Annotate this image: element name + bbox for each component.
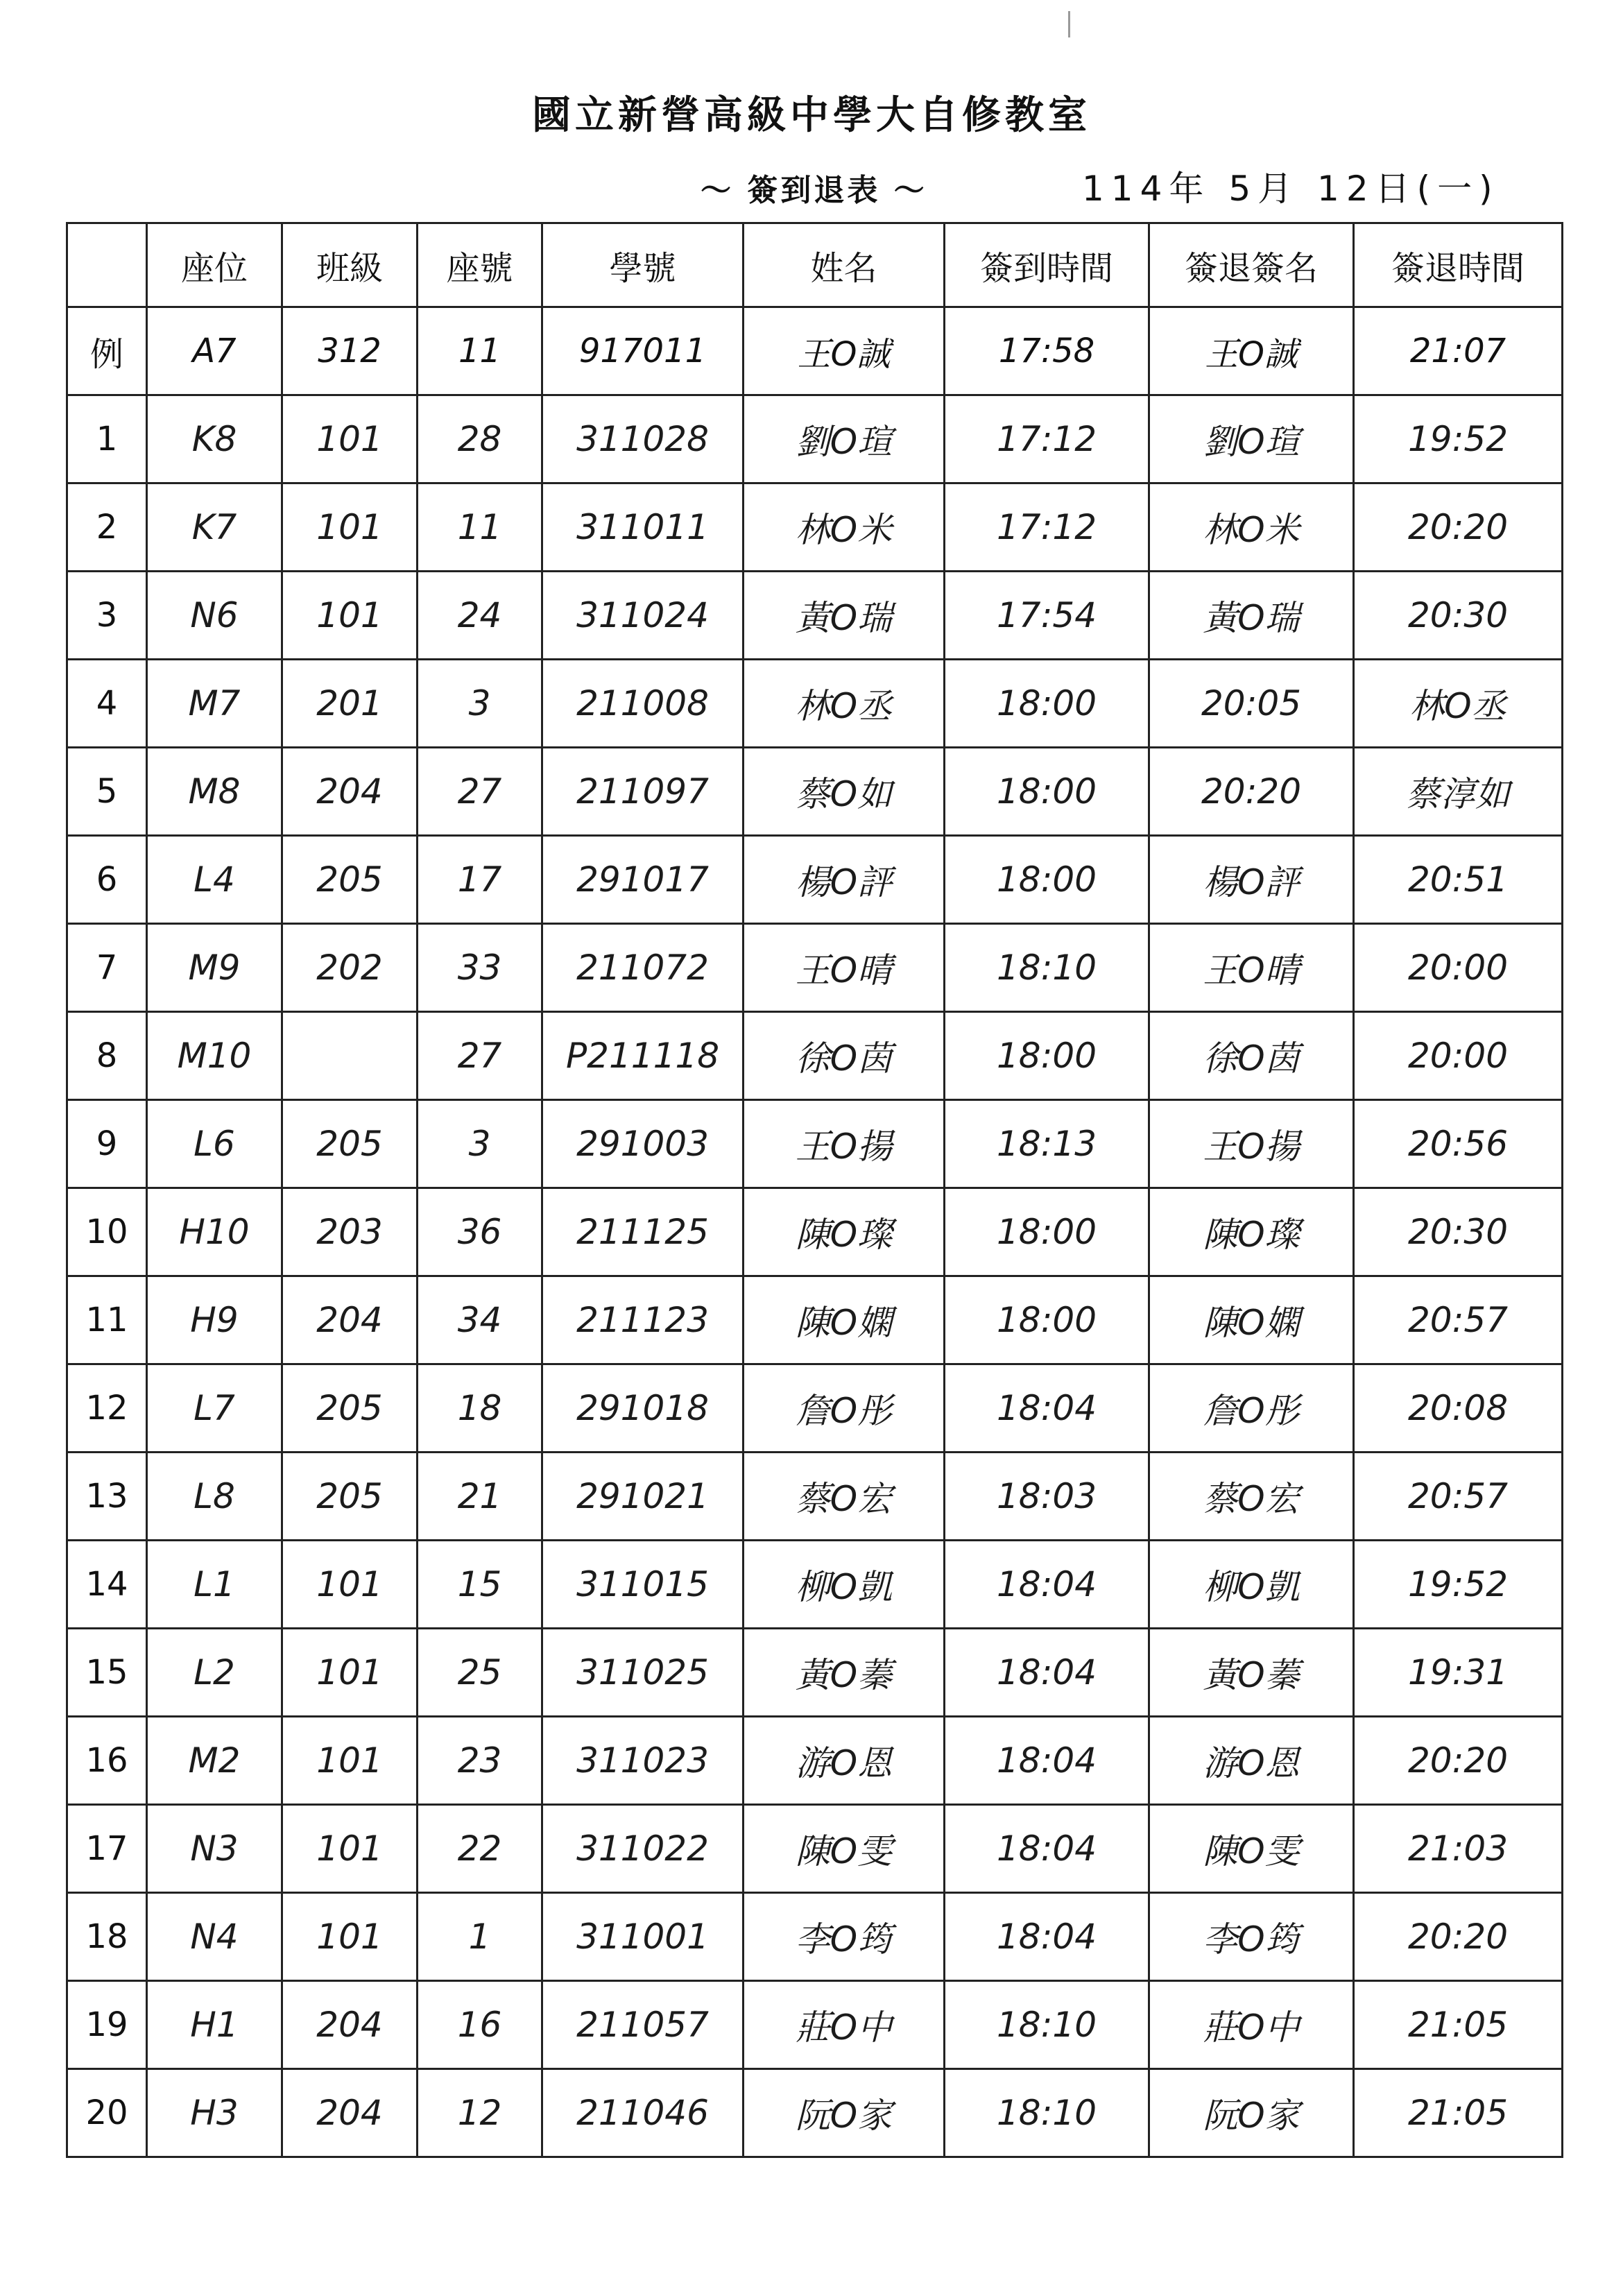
row-index: 20 (67, 2069, 147, 2157)
class-cell: 101 (282, 1541, 418, 1629)
sign-in-time-cell: 18:04 (945, 1805, 1149, 1893)
example-row (67, 307, 1563, 395)
seat-number-cell: 21 (418, 1453, 542, 1541)
student-id-cell: 211046 (542, 2069, 744, 2157)
sign-in-time-cell: 18:04 (945, 1717, 1149, 1805)
row-index: 17 (67, 1805, 147, 1893)
sign-out-signature-cell: 柳O凱 (1149, 1541, 1354, 1629)
sign-out-signature-cell: 劉O瑄 (1149, 395, 1354, 483)
row-index: 10 (67, 1188, 147, 1276)
sign-in-time-cell: 17:54 (945, 572, 1149, 660)
seat-cell: M2 (147, 1717, 282, 1805)
sign-out-time-cell: 20:51 (1354, 836, 1563, 924)
name-cell: 蔡O宏 (744, 1453, 945, 1541)
sign-out-signature-cell: 詹O彤 (1149, 1364, 1354, 1453)
seat-number-cell: 15 (418, 1541, 542, 1629)
name-cell: 黃O蓁 (744, 1629, 945, 1717)
sign-out-time-cell: 20:20 (1354, 483, 1563, 572)
col-header-student-id: 學號 (542, 223, 744, 307)
class-cell: 204 (282, 1276, 418, 1364)
col-header-name: 姓名 (744, 223, 945, 307)
student-id-cell: 211123 (542, 1276, 744, 1364)
row-index: 1 (67, 395, 147, 483)
sign-in-time-cell: 18:00 (945, 748, 1149, 836)
sign-out-time-cell: 21:05 (1354, 1981, 1563, 2069)
sign-out-time-cell: 20:57 (1354, 1276, 1563, 1364)
sign-out-signature-cell: 蔡O宏 (1149, 1453, 1354, 1541)
sign-out-time-cell: 21:03 (1354, 1805, 1563, 1893)
row-index: 16 (67, 1717, 147, 1805)
sign-in-time-cell: 18:00 (945, 836, 1149, 924)
table-row (67, 660, 1563, 748)
sign-out-time-cell: 20:30 (1354, 1188, 1563, 1276)
table-row (67, 1717, 1563, 1805)
name-cell: 陳O嫻 (744, 1276, 945, 1364)
student-id-cell: 311028 (542, 395, 744, 483)
sign-in-time-cell: 18:04 (945, 1893, 1149, 1981)
seat-cell: L7 (147, 1364, 282, 1453)
seat-number-cell: 28 (418, 395, 542, 483)
seat-number-cell: 18 (418, 1364, 542, 1453)
seat-cell: L8 (147, 1453, 282, 1541)
seat-number-cell: 11 (418, 307, 542, 395)
sign-out-time-cell: 19:52 (1354, 395, 1563, 483)
seat-cell: A7 (147, 307, 282, 395)
row-index: 11 (67, 1276, 147, 1364)
student-id-cell: 311015 (542, 1541, 744, 1629)
sign-in-time-cell: 18:10 (945, 2069, 1149, 2157)
sign-out-time-cell: 19:52 (1354, 1541, 1563, 1629)
row-index: 4 (67, 660, 147, 748)
seat-number-cell: 27 (418, 1012, 542, 1100)
col-header-sign-in-time: 簽到時間 (945, 223, 1149, 307)
seat-number-cell: 1 (418, 1893, 542, 1981)
name-cell: 徐O茵 (744, 1012, 945, 1100)
seat-cell: L6 (147, 1100, 282, 1188)
row-index: 5 (67, 748, 147, 836)
sign-out-time-cell: 20:00 (1354, 924, 1563, 1012)
sign-in-time-cell: 18:04 (945, 1629, 1149, 1717)
name-cell: 劉O瑄 (744, 395, 945, 483)
sign-out-time-cell: 20:57 (1354, 1453, 1563, 1541)
sign-out-signature-cell: 陳O雯 (1149, 1805, 1354, 1893)
table-row (67, 1981, 1563, 2069)
sign-in-time-cell: 18:00 (945, 1188, 1149, 1276)
table-row (67, 1629, 1563, 1717)
table-row (67, 748, 1563, 836)
name-cell: 李O筠 (744, 1893, 945, 1981)
sign-out-signature-cell: 楊O評 (1149, 836, 1354, 924)
sign-out-signature-cell: 王O晴 (1149, 924, 1354, 1012)
row-index: 6 (67, 836, 147, 924)
row-index: 19 (67, 1981, 147, 2069)
table-row (67, 1100, 1563, 1188)
student-id-cell: 311022 (542, 1805, 744, 1893)
sign-out-time-cell: 20:20 (1354, 1893, 1563, 1981)
seat-cell: L2 (147, 1629, 282, 1717)
col-header-seat: 座位 (147, 223, 282, 307)
seat-number-cell: 36 (418, 1188, 542, 1276)
student-id-cell: 917011 (542, 307, 744, 395)
table-row (67, 1541, 1563, 1629)
sign-out-signature-cell: 20:20 (1149, 748, 1354, 836)
seat-cell: N4 (147, 1893, 282, 1981)
seat-number-cell: 17 (418, 836, 542, 924)
sign-in-time-cell: 17:12 (945, 395, 1149, 483)
student-id-cell: 291018 (542, 1364, 744, 1453)
name-cell: 莊O中 (744, 1981, 945, 2069)
name-cell: 林O丞 (744, 660, 945, 748)
seat-cell: M8 (147, 748, 282, 836)
seat-number-cell: 16 (418, 1981, 542, 2069)
sign-out-signature-cell: 黃O瑞 (1149, 572, 1354, 660)
sign-out-signature-cell: 陳O嫻 (1149, 1276, 1354, 1364)
name-cell: 楊O評 (744, 836, 945, 924)
table-row (67, 1276, 1563, 1364)
table-row (67, 1364, 1563, 1453)
class-cell: 204 (282, 1981, 418, 2069)
name-cell: 柳O凱 (744, 1541, 945, 1629)
class-cell: 205 (282, 1100, 418, 1188)
seat-cell: M9 (147, 924, 282, 1012)
sign-out-signature-cell: 王O誠 (1149, 307, 1354, 395)
class-cell: 204 (282, 748, 418, 836)
sign-out-signature-cell: 徐O茵 (1149, 1012, 1354, 1100)
sign-out-time-cell: 19:31 (1354, 1629, 1563, 1717)
name-cell: 詹O彤 (744, 1364, 945, 1453)
class-cell: 312 (282, 307, 418, 395)
seat-number-cell: 23 (418, 1717, 542, 1805)
table-row (67, 1012, 1563, 1100)
sign-out-signature-cell: 陳O璨 (1149, 1188, 1354, 1276)
table-row (67, 836, 1563, 924)
col-header-sign-out-signature: 簽退簽名 (1149, 223, 1354, 307)
sign-out-signature-cell: 20:05 (1149, 660, 1354, 748)
row-index: 12 (67, 1364, 147, 1453)
sign-in-time-cell: 18:00 (945, 1276, 1149, 1364)
sign-in-time-cell: 18:00 (945, 1012, 1149, 1100)
student-id-cell: 311023 (542, 1717, 744, 1805)
class-cell: 205 (282, 836, 418, 924)
sign-in-time-cell: 18:13 (945, 1100, 1149, 1188)
seat-cell: K7 (147, 483, 282, 572)
seat-cell: H3 (147, 2069, 282, 2157)
student-id-cell: 211125 (542, 1188, 744, 1276)
name-cell: 王O晴 (744, 924, 945, 1012)
row-index: 2 (67, 483, 147, 572)
table-row (67, 483, 1563, 572)
sign-in-time-cell: 17:12 (945, 483, 1149, 572)
student-id-cell: 311001 (542, 1893, 744, 1981)
name-cell: 黃O瑞 (744, 572, 945, 660)
sign-out-signature-cell: 李O筠 (1149, 1893, 1354, 1981)
student-id-cell: 291003 (542, 1100, 744, 1188)
sign-out-time-cell: 20:00 (1354, 1012, 1563, 1100)
class-cell (282, 1012, 418, 1100)
table-row (67, 2069, 1563, 2157)
name-cell: 林O米 (744, 483, 945, 572)
sign-out-signature-cell: 阮O家 (1149, 2069, 1354, 2157)
class-cell: 201 (282, 660, 418, 748)
seat-cell: L1 (147, 1541, 282, 1629)
class-cell: 101 (282, 1717, 418, 1805)
name-cell: 阮O家 (744, 2069, 945, 2157)
seat-number-cell: 11 (418, 483, 542, 572)
seat-number-cell: 27 (418, 748, 542, 836)
sign-out-signature-cell: 游O恩 (1149, 1717, 1354, 1805)
sign-out-time-cell: 21:07 (1354, 307, 1563, 395)
row-index: 8 (67, 1012, 147, 1100)
sign-out-signature-cell: 王O揚 (1149, 1100, 1354, 1188)
student-id-cell: 211097 (542, 748, 744, 836)
seat-cell: N6 (147, 572, 282, 660)
page-title: 國立新營高級中學大自修教室 (532, 92, 1091, 138)
col-header-sign-out-time: 簽退時間 (1354, 223, 1563, 307)
name-cell: 蔡O如 (744, 748, 945, 836)
row-index: 3 (67, 572, 147, 660)
seat-number-cell: 25 (418, 1629, 542, 1717)
row-index: 9 (67, 1100, 147, 1188)
student-id-cell: 311024 (542, 572, 744, 660)
seat-number-cell: 33 (418, 924, 542, 1012)
seat-number-cell: 34 (418, 1276, 542, 1364)
class-cell: 205 (282, 1453, 418, 1541)
sign-out-time-cell: 20:08 (1354, 1364, 1563, 1453)
row-index: 例 (67, 307, 147, 395)
student-id-cell: 291021 (542, 1453, 744, 1541)
seat-number-cell: 3 (418, 660, 542, 748)
sign-in-time-cell: 18:00 (945, 660, 1149, 748)
row-index: 13 (67, 1453, 147, 1541)
seat-cell: M10 (147, 1012, 282, 1100)
student-id-cell: 311011 (542, 483, 744, 572)
row-index: 18 (67, 1893, 147, 1981)
seat-cell: H1 (147, 1981, 282, 2069)
date-label: 114年 5月 12日(一) (1082, 169, 1500, 209)
table-row (67, 924, 1563, 1012)
class-cell: 202 (282, 924, 418, 1012)
sign-in-table (66, 222, 1563, 2158)
header-row (67, 223, 1563, 307)
col-header-class: 班級 (282, 223, 418, 307)
sign-out-signature-cell: 莊O中 (1149, 1981, 1354, 2069)
table-row (67, 395, 1563, 483)
class-cell: 101 (282, 1805, 418, 1893)
page-subtitle: ～ 簽到退表 ～ (701, 173, 927, 208)
table-row (67, 1188, 1563, 1276)
student-id-cell: P211118 (542, 1012, 744, 1100)
row-index: 14 (67, 1541, 147, 1629)
table-row (67, 1453, 1563, 1541)
class-cell: 205 (282, 1364, 418, 1453)
student-id-cell: 291017 (542, 836, 744, 924)
col-header-index (67, 223, 147, 307)
class-cell: 203 (282, 1188, 418, 1276)
sign-in-time-cell: 18:10 (945, 1981, 1149, 2069)
row-index: 15 (67, 1629, 147, 1717)
class-cell: 101 (282, 395, 418, 483)
seat-cell: K8 (147, 395, 282, 483)
sign-out-time-cell: 21:05 (1354, 2069, 1563, 2157)
name-cell: 陳O璨 (744, 1188, 945, 1276)
class-cell: 101 (282, 572, 418, 660)
seat-cell: M7 (147, 660, 282, 748)
table-row (67, 572, 1563, 660)
sign-in-time-cell: 18:04 (945, 1541, 1149, 1629)
sign-out-time-cell: 20:30 (1354, 572, 1563, 660)
row-index: 7 (67, 924, 147, 1012)
class-cell: 101 (282, 483, 418, 572)
class-cell: 204 (282, 2069, 418, 2157)
sign-out-time-cell: 20:20 (1354, 1717, 1563, 1805)
table-row (67, 1805, 1563, 1893)
seat-number-cell: 3 (418, 1100, 542, 1188)
sign-out-time-cell: 20:56 (1354, 1100, 1563, 1188)
name-cell: 王O誠 (744, 307, 945, 395)
seat-cell: N3 (147, 1805, 282, 1893)
seat-cell: L4 (147, 836, 282, 924)
sign-in-time-cell: 18:03 (945, 1453, 1149, 1541)
name-cell: 王O揚 (744, 1100, 945, 1188)
sign-in-time-cell: 18:10 (945, 924, 1149, 1012)
sign-in-time-cell: 17:58 (945, 307, 1149, 395)
seat-number-cell: 24 (418, 572, 542, 660)
sign-out-time-cell: 林O丞 (1354, 660, 1563, 748)
name-cell: 陳O雯 (744, 1805, 945, 1893)
col-header-seat-number: 座號 (418, 223, 542, 307)
sign-in-time-cell: 18:04 (945, 1364, 1149, 1453)
seat-number-cell: 22 (418, 1805, 542, 1893)
class-cell: 101 (282, 1629, 418, 1717)
sign-out-signature-cell: 林O米 (1149, 483, 1354, 572)
table-row (67, 1893, 1563, 1981)
scan-mark (1068, 11, 1070, 37)
seat-cell: H9 (147, 1276, 282, 1364)
name-cell: 游O恩 (744, 1717, 945, 1805)
student-id-cell: 311025 (542, 1629, 744, 1717)
student-id-cell: 211008 (542, 660, 744, 748)
student-id-cell: 211072 (542, 924, 744, 1012)
sign-out-time-cell: 蔡淳如 (1354, 748, 1563, 836)
seat-number-cell: 12 (418, 2069, 542, 2157)
seat-cell: H10 (147, 1188, 282, 1276)
sign-out-signature-cell: 黃O蓁 (1149, 1629, 1354, 1717)
class-cell: 101 (282, 1893, 418, 1981)
student-id-cell: 211057 (542, 1981, 744, 2069)
